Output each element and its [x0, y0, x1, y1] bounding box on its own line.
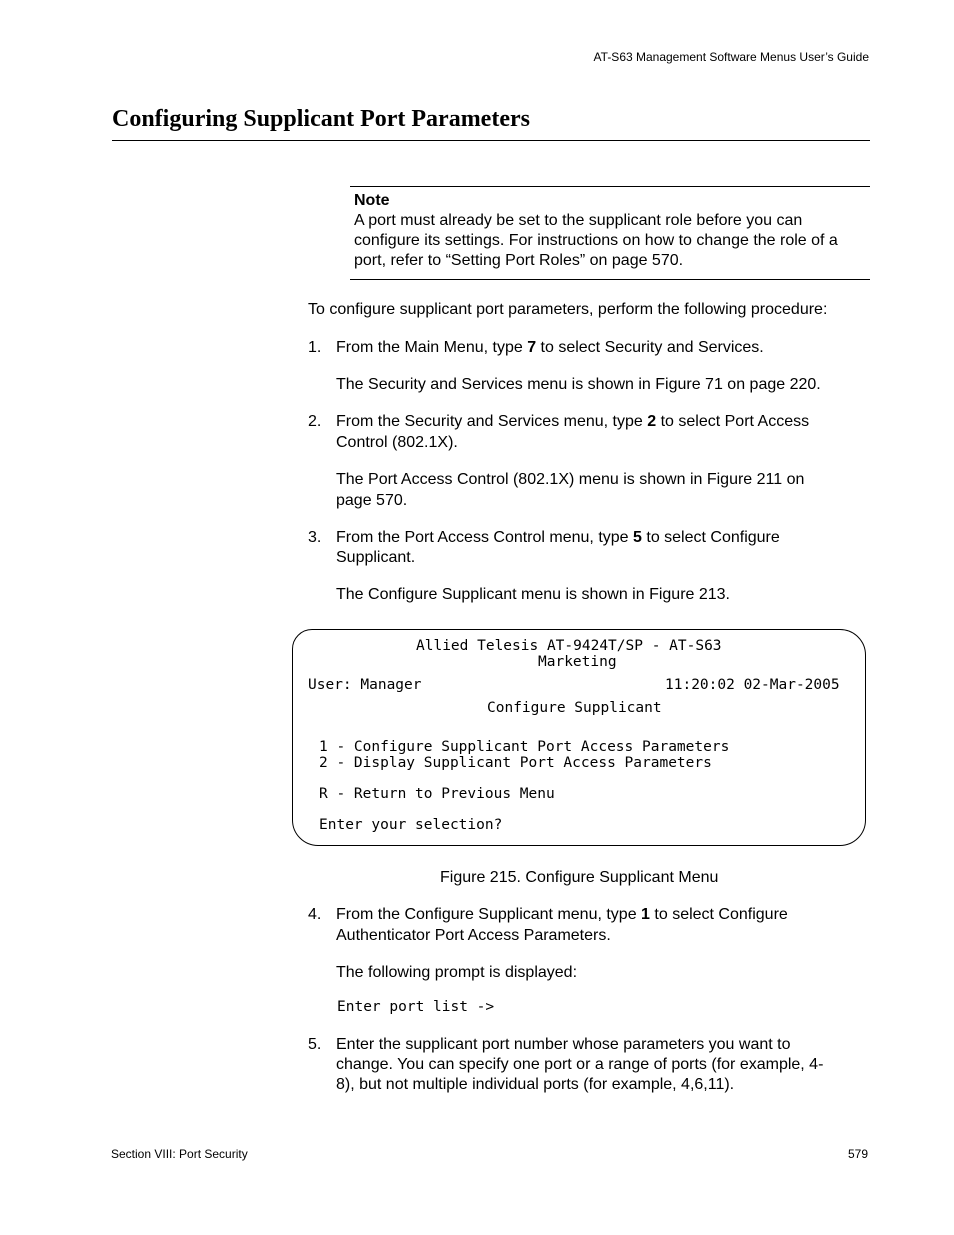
step-text-continued: change. You can specify one port or a range of ports (for example, 4-	[336, 1056, 824, 1073]
step-number: 5.	[308, 1036, 322, 1053]
footer-section: Section VIII: Port Security	[111, 1147, 248, 1161]
step-key: 1	[641, 906, 650, 923]
section-title: Configuring Supplicant Port Parameters	[112, 106, 530, 132]
step-key: 2	[647, 413, 657, 430]
step-number: 1.	[308, 339, 322, 356]
console-menu-title: Configure Supplicant	[487, 700, 662, 716]
step-result: The Configure Supplicant menu is shown in Figure 213.	[336, 586, 730, 603]
step-text: From the Security and Services menu, type 2 to select Port Access	[336, 413, 810, 430]
figure-caption: Figure 215. Configure Supplicant Menu	[440, 869, 719, 886]
intro-paragraph: To configure supplicant port parameters, perform the following procedure:	[308, 301, 828, 318]
note-heading: Note	[354, 192, 390, 209]
step-key: 5	[633, 529, 642, 546]
console-user: User: Manager	[308, 677, 422, 693]
step-text: From the Configure Supplicant menu, type 1 to select Configure	[336, 906, 788, 923]
step-text: From the Main Menu, type 7 to select Security and Services.	[336, 339, 764, 356]
step-text-continued: Control (802.1X).	[336, 434, 458, 451]
console-menu-option: 1 - Configure Supplicant Port Access Parameters	[319, 739, 730, 755]
title-rule	[112, 140, 870, 141]
note-line: port, refer to “Setting Port Roles” on page 570.	[354, 252, 684, 269]
step-key: 7	[527, 339, 537, 356]
step-result: The Security and Services menu is shown in Figure 71 on page 220.	[336, 376, 821, 393]
console-menu-option: 2 - Display Supplicant Port Access Parameters	[319, 755, 712, 771]
step-number: 2.	[308, 413, 322, 430]
page-header: AT-S63 Management Software Menus User’s Guide	[593, 50, 869, 64]
footer-page-number: 579	[847, 1147, 868, 1161]
note-line: A port must already be set to the supplicant role before you can	[354, 212, 803, 229]
step-result: The Port Access Control (802.1X) menu is shown in Figure 211 on	[336, 471, 805, 488]
step-number: 3.	[308, 529, 322, 546]
console-menu-option: R - Return to Previous Menu	[319, 786, 555, 802]
console-prompt: Enter your selection?	[319, 817, 503, 833]
console-system-name: Allied Telesis AT-9424T/SP - AT-S63	[416, 638, 722, 654]
step-text: From the Port Access Control menu, type 5 to select Configure	[336, 529, 780, 546]
console-location: Marketing	[538, 654, 617, 670]
note-box	[350, 186, 870, 280]
step-text-continued: Supplicant.	[336, 549, 416, 566]
note-line: configure its settings. For instructions on how to change the role of a	[354, 232, 838, 249]
port-list-prompt: Enter port list ->	[337, 999, 495, 1015]
step-text-continued: 8), but not multiple individual ports (for example, 4,6,11).	[336, 1076, 735, 1093]
step-text-continued: Authenticator Port Access Parameters.	[336, 927, 611, 944]
step-result: The following prompt is displayed:	[336, 964, 578, 981]
console-datetime: 11:20:02 02-Mar-2005	[665, 677, 840, 693]
step-text: Enter the supplicant port number whose parameters you want to	[336, 1036, 791, 1053]
step-number: 4.	[308, 906, 322, 923]
step-result-continued: page 570.	[336, 492, 408, 509]
console-screen	[292, 629, 866, 846]
